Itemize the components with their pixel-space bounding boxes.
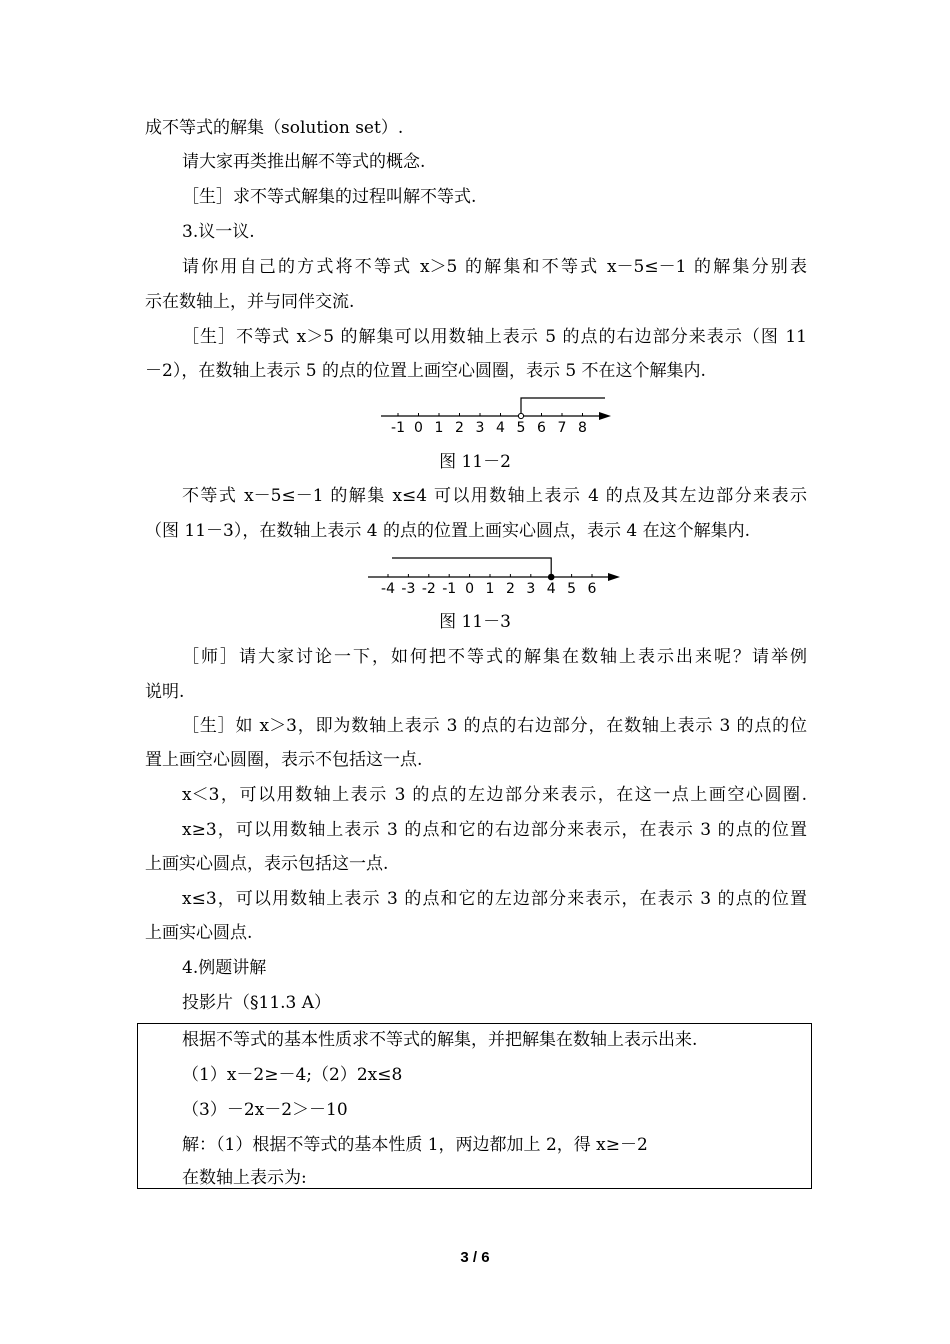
paragraph-line: 投影片（§11.3 A） xyxy=(182,993,332,1013)
number-line-figure-11-3 xyxy=(362,550,632,600)
box-line: 根据不等式的基本性质求不等式的解集，并把解集在数轴上表示出来. xyxy=(182,1030,698,1050)
paragraph-line: （图 11－3），在数轴上表示 4 的点的位置上画实心圆点，表示 4 在这个解集内. xyxy=(145,521,751,541)
tick-label: 1 xyxy=(485,581,495,597)
tick-label: 4 xyxy=(546,581,556,597)
tick-label: 2 xyxy=(455,420,464,436)
number-line-figure-11-2 xyxy=(375,392,615,442)
tick-label: 4 xyxy=(496,420,505,436)
tick-label: 5 xyxy=(567,581,577,597)
page-number: 3 / 6 xyxy=(460,1249,490,1266)
paragraph-line: 说明. xyxy=(145,682,185,702)
tick-label: -1 xyxy=(391,420,405,436)
tick-label: 5 xyxy=(516,420,526,436)
paragraph-line: x≥3，可以用数轴上表示 3 的点和它的右边部分来表示，在表示 3 的点的位置 xyxy=(182,820,807,840)
tick-label: -2 xyxy=(421,581,436,597)
paragraph-line: 请大家再类推出解不等式的概念. xyxy=(182,152,426,172)
paragraph-line: ［生］求不等式解集的过程叫解不等式. xyxy=(182,187,477,207)
tick-label: 0 xyxy=(414,420,423,436)
paragraph-line: 示在数轴上，并与同伴交流. xyxy=(145,292,355,312)
paragraph-line: ［生］如 x＞3，即为数轴上表示 3 的点的右边部分，在数轴上表示 3 的点的位 xyxy=(182,716,807,736)
tick-label: -3 xyxy=(401,581,416,597)
tick-label: 6 xyxy=(537,420,546,436)
tick-label: 3 xyxy=(526,581,536,597)
tick-label: 3 xyxy=(475,420,485,436)
paragraph-line: x＜3，可以用数轴上表示 3 的点的左边部分来表示，在这一点上画空心圆圈. xyxy=(182,785,807,805)
paragraph-line: 置上画空心圆圈，表示不包括这一点. xyxy=(145,750,423,770)
section-heading: 4.例题讲解 xyxy=(182,958,267,978)
box-line: （3）－2x－2＞－10 xyxy=(182,1100,348,1120)
section-heading: 3.议一议. xyxy=(182,222,255,242)
tick-label: -4 xyxy=(381,581,395,597)
filled-dot-point xyxy=(548,574,554,580)
solution-range-line xyxy=(521,398,605,413)
open-circle-point xyxy=(518,413,523,418)
box-line: （1）x－2≥－4;（2）2x≤8 xyxy=(182,1065,403,1085)
tick-label: 0 xyxy=(465,581,475,597)
box-line: 在数轴上表示为: xyxy=(182,1168,307,1188)
arrow-head xyxy=(599,412,611,420)
figure-caption: 图 11－3 xyxy=(439,612,511,632)
box-line: 解：（1）根据不等式的基本性质 1，两边都加上 2，得 x≥－2 xyxy=(182,1135,648,1155)
paragraph-line: 上画实心圆点，表示包括这一点. xyxy=(145,854,389,874)
paragraph-line: －2），在数轴上表示 5 的点的位置上画空心圆圈，表示 5 不在这个解集内. xyxy=(145,361,706,381)
paragraph-line: ［生］不等式 x＞5 的解集可以用数轴上表示 5 的点的右边部分来表示（图 11 xyxy=(182,327,807,347)
paragraph-line: 成不等式的解集（solution set）. xyxy=(145,118,404,138)
paragraph-line: 上画实心圆点. xyxy=(145,923,253,943)
tick-label: -1 xyxy=(442,581,457,597)
figure-caption: 图 11－2 xyxy=(439,452,511,472)
tick-label: 8 xyxy=(578,420,587,436)
paragraph-line: ［师］请大家讨论一下，如何把不等式的解集在数轴上表示出来呢？请举例 xyxy=(182,647,807,667)
paragraph-line: 不等式 x－5≤－1 的解集 x≤4 可以用数轴上表示 4 的点及其左边部分来表示 xyxy=(182,486,807,506)
tick-label: 2 xyxy=(505,581,515,597)
tick-label: 7 xyxy=(557,420,567,436)
arrow-head xyxy=(608,573,620,581)
tick-label: 6 xyxy=(587,581,597,597)
solution-range-line xyxy=(392,558,551,574)
paragraph-line: x≤3，可以用数轴上表示 3 的点和它的左边部分来表示，在表示 3 的点的位置 xyxy=(182,889,807,909)
tick-label: 1 xyxy=(434,420,444,436)
paragraph-line: 请你用自己的方式将不等式 x＞5 的解集和不等式 x－5≤－1 的解集分别表 xyxy=(182,257,807,277)
